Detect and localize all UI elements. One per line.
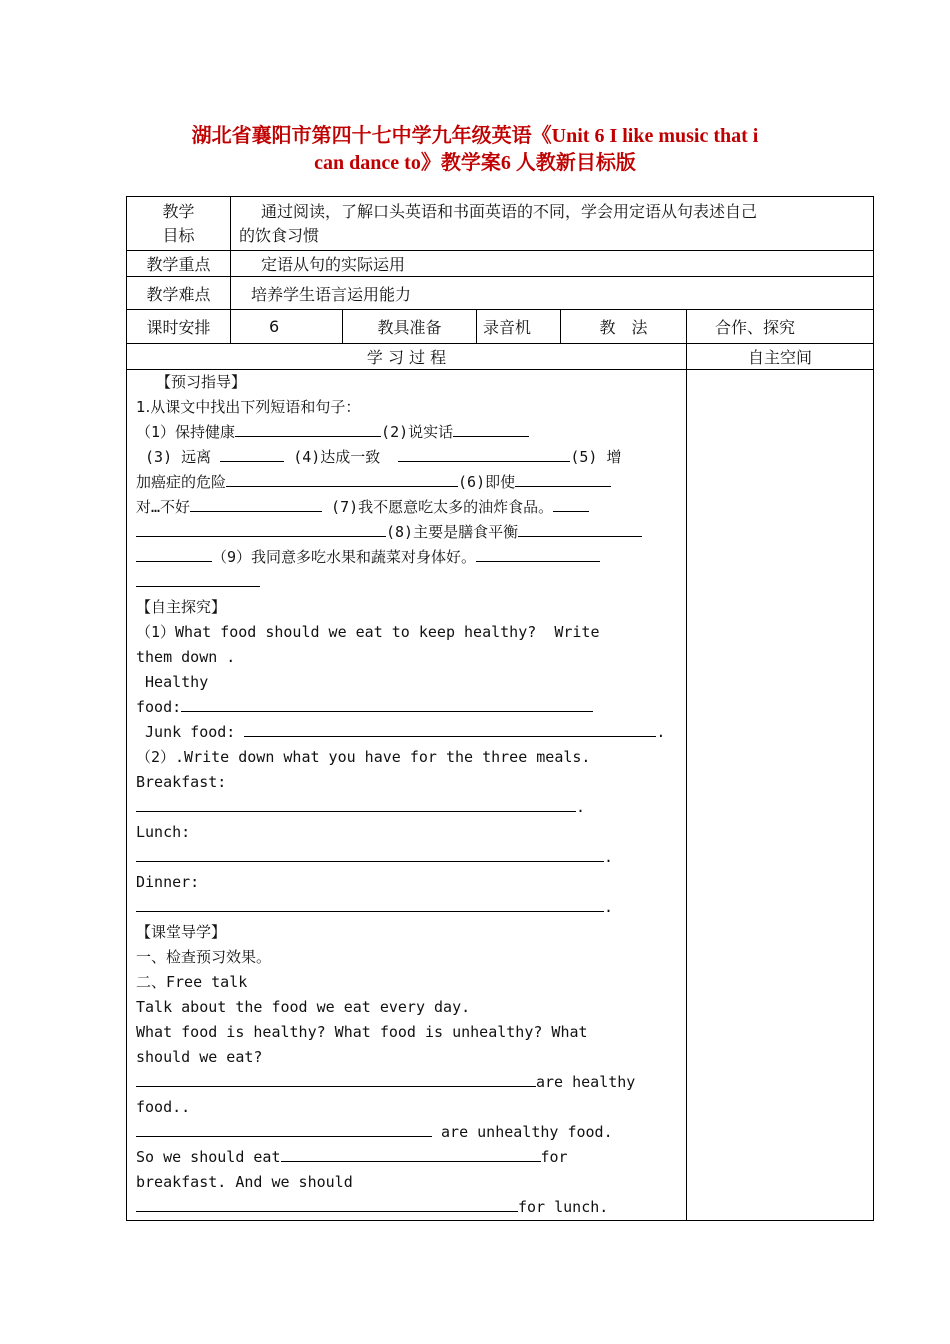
blank[interactable]: [181, 697, 593, 712]
blank[interactable]: [136, 797, 576, 812]
answer-line-4: for lunch.: [136, 1195, 678, 1220]
schedule-row: [127, 310, 874, 344]
answer-line-1: are healthy: [136, 1070, 678, 1095]
learning-process-cell: [127, 370, 687, 1221]
breakfast-label: Breakfast:: [136, 773, 227, 791]
lesson-plan-table: [126, 196, 874, 1221]
difficulty-label: 教学难点: [127, 277, 231, 310]
blank[interactable]: [136, 547, 212, 562]
blank[interactable]: [136, 522, 386, 537]
method-label: 教 法: [561, 310, 687, 344]
phrase-line-4: 对…不好 (7)我不愿意吃太多的油炸食品。: [136, 495, 678, 520]
blank[interactable]: [136, 897, 604, 912]
method-value: 合作、探究: [687, 310, 874, 344]
document-title: [120, 123, 830, 177]
hours-value: 6: [231, 310, 343, 344]
self-space-cell[interactable]: [687, 370, 874, 1221]
blank[interactable]: [398, 447, 570, 462]
blank[interactable]: [136, 847, 604, 862]
blank[interactable]: [244, 722, 656, 737]
phrase-line-2: (3) 远离 (4)达成一致 (5) 增: [136, 448, 622, 466]
healthy-label: Healthy: [136, 673, 209, 691]
blank[interactable]: [518, 522, 642, 537]
talk-line-2: What food is healthy? What food is unhealthy? What: [136, 1023, 588, 1041]
lunch-line: .: [136, 845, 678, 870]
step-1: 一、检查预习效果。: [136, 948, 272, 966]
key-point-label: 教学重点: [127, 251, 231, 277]
hours-label: 课时安排: [127, 310, 231, 344]
goal-label: 教学 目标: [127, 197, 231, 251]
breakfast-line: .: [136, 795, 678, 820]
key-point-row: [127, 251, 874, 277]
answer-line-3: So we should eat for: [136, 1148, 568, 1166]
dinner-line: .: [136, 895, 678, 920]
blank[interactable]: [281, 1147, 541, 1162]
blank[interactable]: [515, 472, 611, 487]
key-point-text: 定语从句的实际运用: [231, 251, 874, 277]
phrase-line-6: （9）我同意多吃水果和蔬菜对身体好。: [136, 545, 678, 570]
answer-line-3-cont: breakfast. And we should: [136, 1173, 353, 1191]
blank[interactable]: [220, 447, 284, 462]
blank[interactable]: [476, 547, 600, 562]
blank[interactable]: [226, 472, 458, 487]
difficulty-text: 培养学生语言运用能力: [231, 277, 874, 310]
self-space-header: 自主空间: [687, 344, 874, 370]
process-header: 学 习 过 程: [127, 344, 687, 370]
tools-value: 录音机: [477, 310, 561, 344]
answer-line-1-cont: food..: [136, 1098, 191, 1116]
step-2: 二、Free talk: [136, 973, 248, 991]
blank[interactable]: [136, 1122, 432, 1137]
phrase-line-7: [136, 570, 678, 595]
tools-label: 教具准备: [343, 310, 477, 344]
answer-line-2: are unhealthy food.: [136, 1120, 678, 1145]
explore-question-1: （1）What food should we eat to keep healthy? Write: [136, 623, 600, 641]
process-row: [127, 370, 874, 1221]
class-heading: 【课堂导学】: [136, 923, 227, 941]
blank[interactable]: [235, 422, 381, 437]
lunch-label: Lunch:: [136, 823, 191, 841]
phrase-line-1: （1）保持健康 (2)说实话: [136, 420, 678, 445]
explore-question-2: （2）.Write down what you have for the three meals.: [136, 748, 591, 766]
explore-heading: 【自主探究】: [136, 598, 227, 616]
goal-row: [127, 197, 874, 251]
preview-heading: 【预习指导】: [156, 373, 247, 391]
blank[interactable]: [453, 422, 529, 437]
blank[interactable]: [553, 497, 589, 512]
healthy-food-line: food:: [136, 695, 678, 720]
blank[interactable]: [190, 497, 322, 512]
blank[interactable]: [136, 1197, 518, 1212]
talk-line-3: should we eat?: [136, 1048, 263, 1066]
difficulty-row: [127, 277, 874, 310]
explore-question-1-cont: them down .: [136, 648, 236, 666]
phrase-line-3: 加癌症的危险 (6)即使: [136, 470, 678, 495]
dinner-label: Dinner:: [136, 873, 200, 891]
phrase-line-5: (8)主要是膳食平衡: [136, 520, 678, 545]
junk-food-line: Junk food: .: [136, 723, 666, 741]
blank[interactable]: [136, 1072, 536, 1087]
goal-text: 通过阅读，了解口头英语和书面英语的不同，学会用定语从句表述自己 的饮食习惯: [231, 197, 874, 251]
title-line-1: 湖北省襄阳市第四十七中学九年级英语《Unit 6 I like music that i: [191, 125, 759, 147]
preview-intro: 1.从课文中找出下列短语和句子：: [136, 398, 361, 416]
blank[interactable]: [136, 572, 260, 587]
title-line-2: can dance to》教学案6 人教新目标版: [314, 152, 636, 174]
talk-line-1: Talk about the food we eat every day.: [136, 998, 471, 1016]
process-header-row: [127, 344, 874, 370]
